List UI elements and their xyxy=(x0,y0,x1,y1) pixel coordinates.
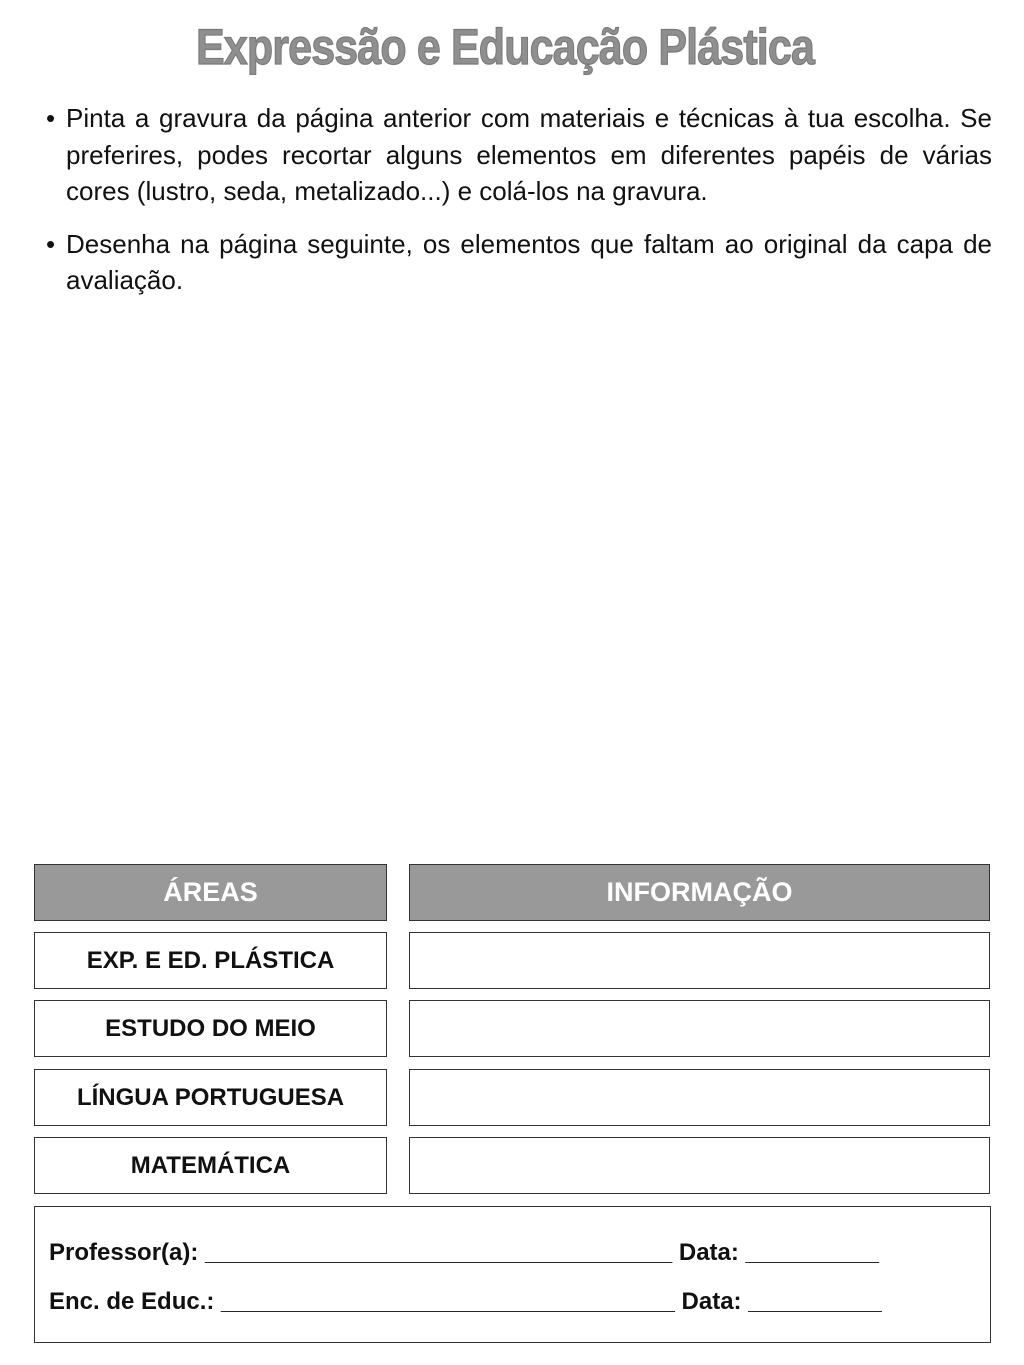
info-field[interactable] xyxy=(409,932,990,989)
instructions xyxy=(46,100,992,315)
area-cell: EXP. E ED. PLÁSTICA xyxy=(34,932,387,989)
header-areas: ÁREAS xyxy=(34,864,387,921)
info-field[interactable] xyxy=(409,1069,990,1126)
instruction-item xyxy=(46,226,992,299)
professor-signature-line[interactable]: Professor(a): ___________________________________ Data: __________ xyxy=(49,1239,880,1266)
bullet-icon: • xyxy=(46,228,56,259)
page-title: Expressão e Educação Plástica xyxy=(195,19,815,75)
instruction-item xyxy=(46,100,992,210)
area-cell: MATEMÁTICA xyxy=(34,1137,387,1194)
info-field[interactable] xyxy=(409,1137,990,1194)
guardian-signature-line[interactable]: Enc. de Educ.: __________________________________ Data: __________ xyxy=(49,1288,882,1315)
header-informacao: INFORMAÇÃO xyxy=(409,864,990,921)
info-field[interactable] xyxy=(409,1000,990,1057)
signature-box xyxy=(34,1206,991,1343)
area-cell: LÍNGUA PORTUGUESA xyxy=(34,1069,387,1126)
instruction-text: Pinta a gravura da página anterior com materiais e técnicas à tua escolha. Se preferires, podes recortar alguns elementos em diferentes papéis de várias cores (lustro, seda, metalizado...) e colá-los na gravura. xyxy=(66,103,992,206)
bullet-icon: • xyxy=(46,103,56,133)
instruction-text: Desenha na página seguinte, os elementos que faltam ao original da capa de avaliação. xyxy=(66,228,992,295)
area-cell: ESTUDO DO MEIO xyxy=(34,1000,387,1057)
